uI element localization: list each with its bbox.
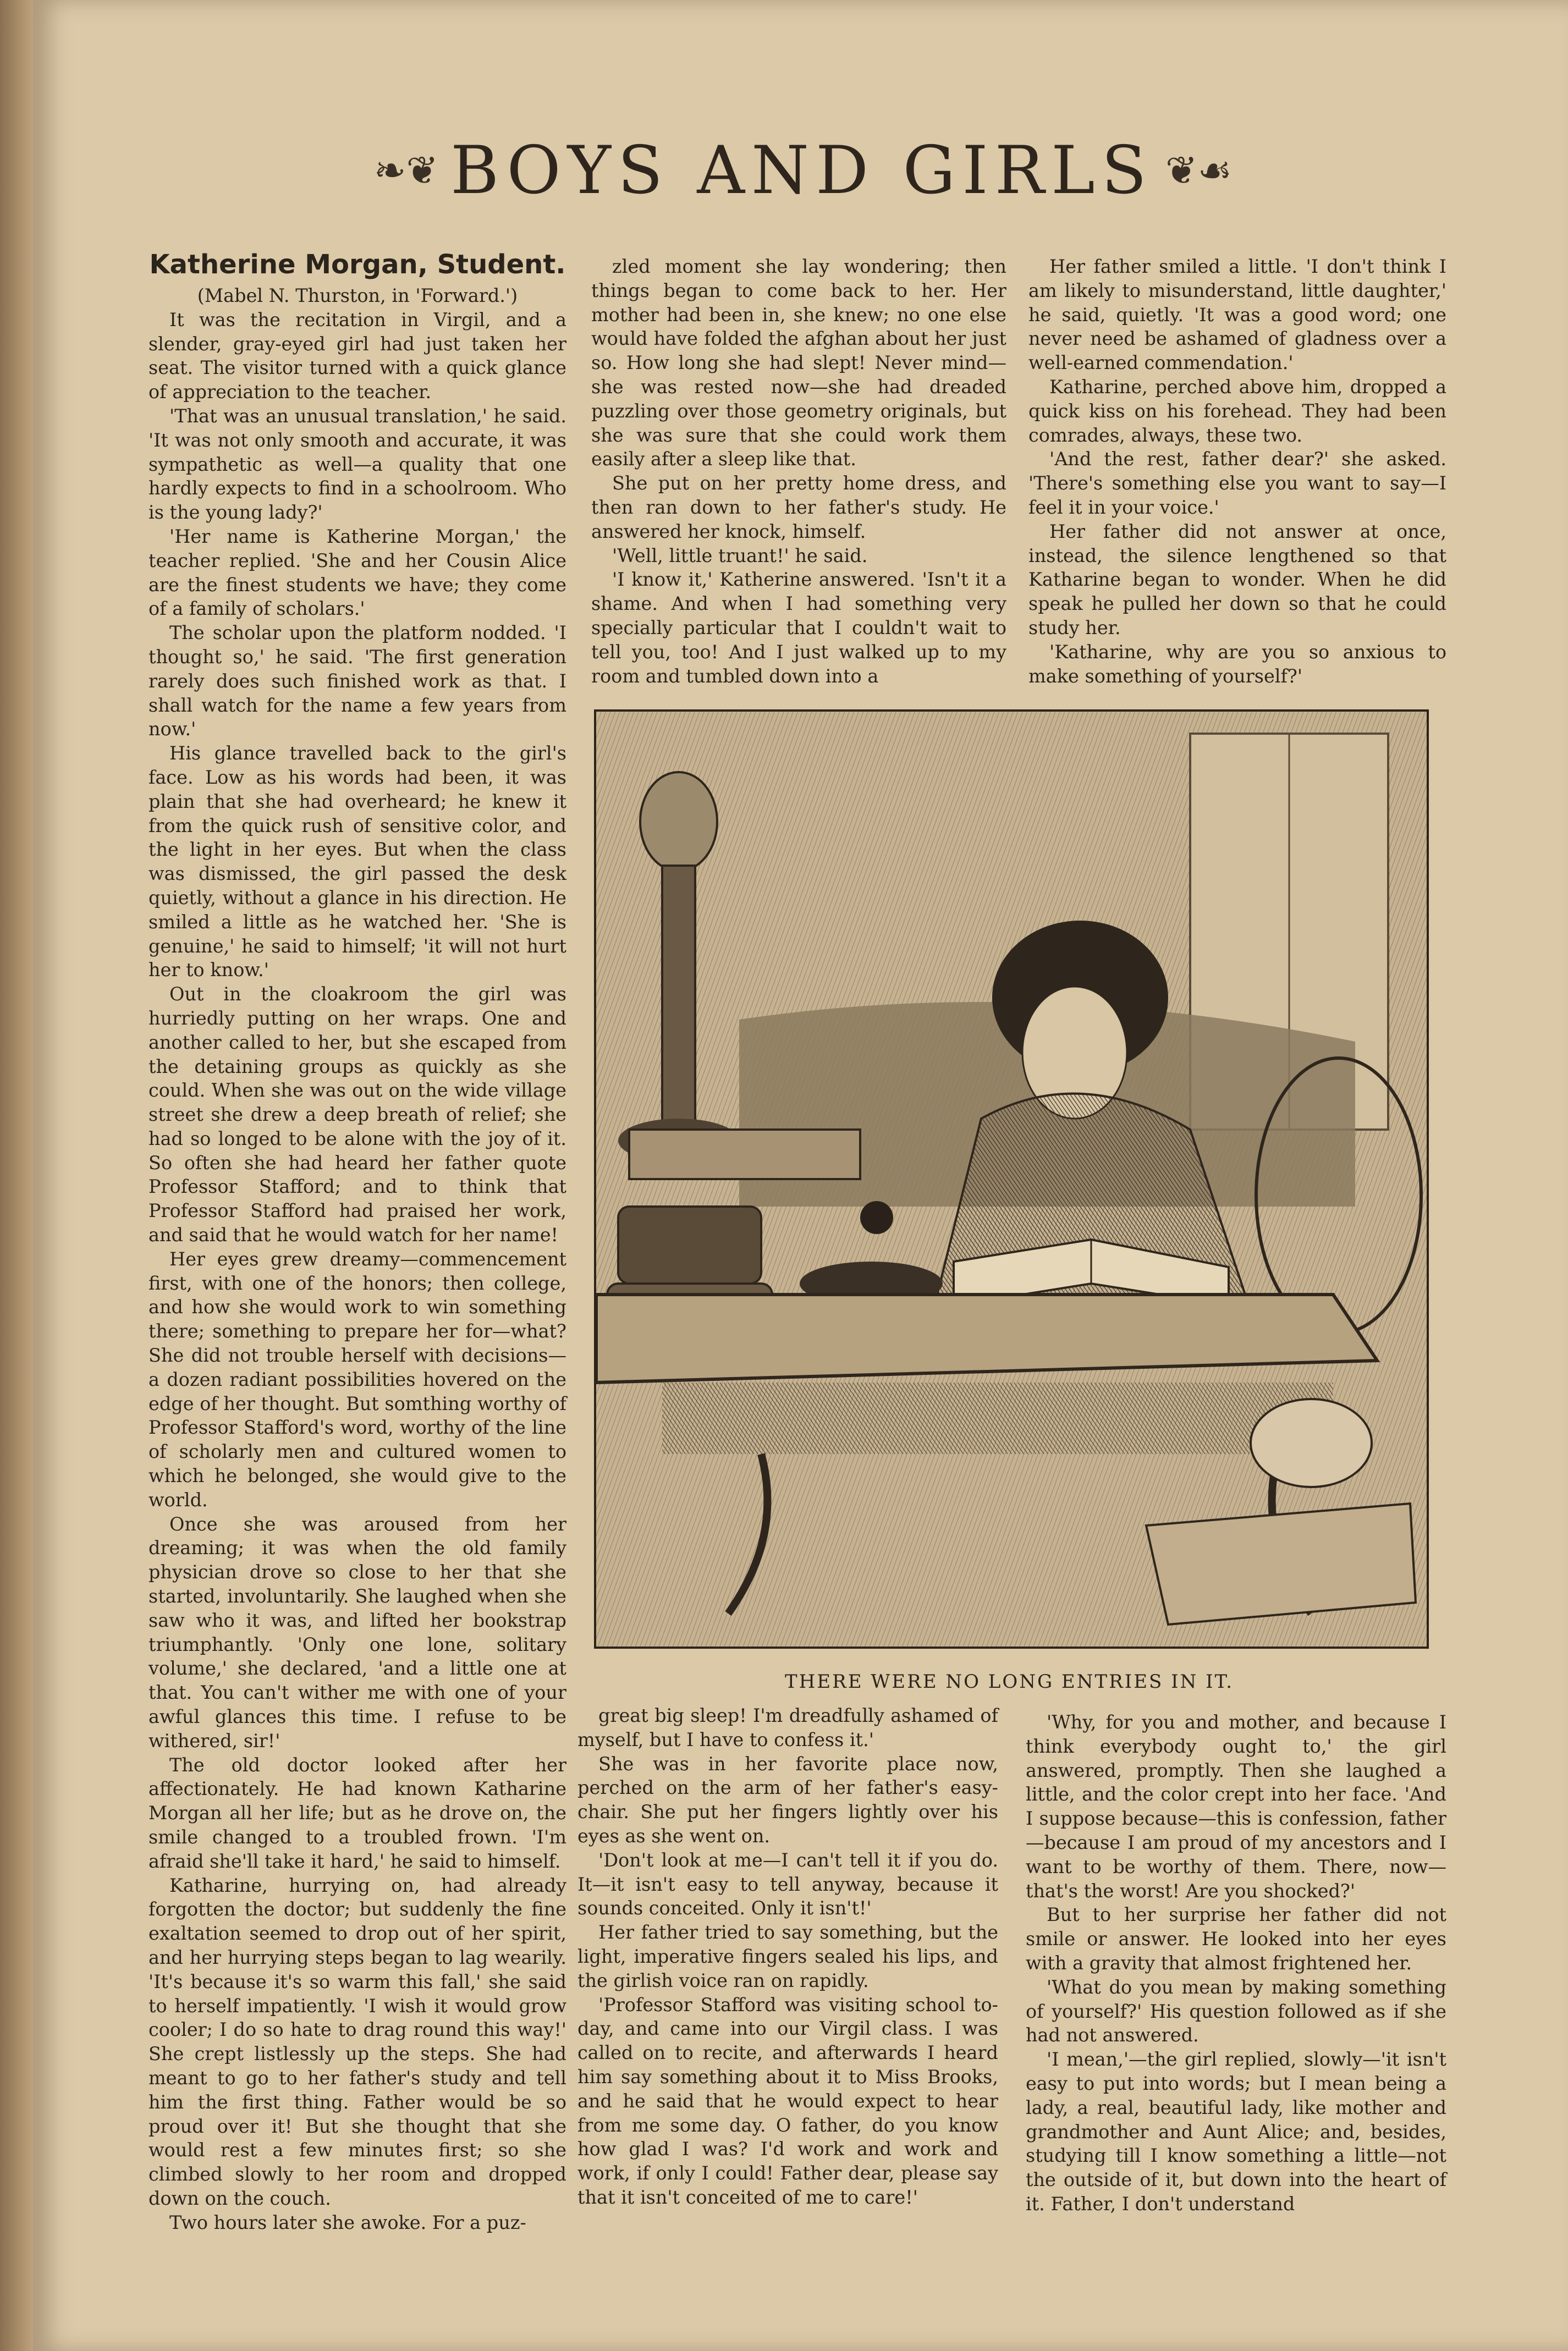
paragraph: The scholar upon the platform nodded. 'I thought so,' he said. 'The first generation rarely does such finished work as that. I shall watch for the name a few years from now.': [148, 622, 566, 740]
article-headline: Katherine Morgan, Student.: [149, 249, 566, 280]
paragraph: 'Professor Stafford was visiting school to-day, and came into our Virgil class. I was called on to recite, and afterwards I heard him say something about it to Miss Brooks, and he said that he would expect to hear from me some day. O father, do you know how glad I was? I'd work and work and work, if only I could! Father dear, please say that it isn't conceited of me to care!': [577, 1994, 998, 2208]
column-3-lower-body: [1026, 1710, 1446, 2216]
paragraph: It was the recitation in Virgil, and a slender, gray-eyed girl had just taken her seat. The visitor turned with a quick glance of appreciation to the teacher.: [148, 309, 566, 403]
paragraph: Out in the cloakroom the girl was hurriedly putting on her wraps. One and another called to her, but she escaped from the detaining groups as quickly as she could. When she was out on the wide village street she drew a deep breath of relief; she had so longed to be alone with the joy of it. So often she had heard her father quote Professor Stafford; and to think that Professor Stafford had praised her work, and said that he would watch for her name!: [148, 983, 566, 1246]
girl-studying-illustration: [596, 712, 1427, 1647]
paragraph: 'Why, for you and mother, and because I think everybody ought to,' the girl answered, promptly. Then she laughed a little, and the color crept into her face. 'And I suppose because—this is confession, father—because I am proud of my ancestors and I want to be worthy of them. There, now—that's the worst! Are you shocked?': [1026, 1711, 1446, 1902]
column-3-lower: [1026, 1710, 1446, 2216]
illustration-caption: THERE WERE NO LONG ENTRIES IN IT.: [784, 1671, 1234, 1693]
paragraph: His glance travelled back to the girl's face. Low as his words had been, it was plain that she had overheard; he knew it from the quick rush of sensitive color, and the light in her eyes. But when the class was dismissed, the girl passed the desk quietly, without a glance in his direction. He smiled a little as he watched her. 'She is genuine,' he said to himself; 'it will not hurt her to know.': [148, 742, 566, 981]
column-2-lower-body: [577, 1704, 998, 2210]
paragraph: 'What do you mean by making something of yourself?' His question followed as if she had not answered.: [1026, 1976, 1446, 2046]
left-ornament-icon: ❧❦: [373, 148, 438, 193]
column-3-body: [1028, 255, 1446, 688]
column-1: [148, 247, 566, 2235]
illustration: [594, 709, 1429, 1649]
paragraph: Once she was aroused from her dreaming; it was when the old family physician drove so close to her that she started, involuntarily. She laughed when she saw who it was, and lifted her bookstrap triumphantly. 'Only one lone, solitary volume,' she declared, 'and a little one at that. You can't wither me with one of your awful glances this time. I refuse to be withered, sir!': [148, 1513, 566, 1752]
paragraph: 'That was an unusual translation,' he said. 'It was not only smooth and accurate, it was sympathetic as well—a quality that one hardly expects to find in a schoolroom. Who is the young lady?': [148, 405, 566, 524]
paragraph: 'Katharine, why are you so anxious to make something of yourself?': [1028, 641, 1446, 687]
paragraph: 'I mean,'—the girl replied, slowly—'it isn't easy to put into words; but I mean being a lady, a real, beautiful lady, like mother and grandmother and Aunt Alice; and, besides, studying till I know something a little—not the outside of it, but down into the heart of it. Father, I don't understand: [1026, 2049, 1446, 2215]
page-spine: [0, 0, 33, 2351]
paragraph: Her father smiled a little. 'I don't think I am likely to misunderstand, little daughter,' he said, quietly. 'It was a good word; one never need be ashamed of gladness over a well-earned commendation.': [1028, 256, 1446, 374]
paragraph: Katharine, hurrying on, had already forgotten the doctor; but suddenly the fine exaltation seemed to drop out of her spirit, and her hurrying steps began to lag wearily. 'It's because it's so warm this fall,' she said to herself impatiently. 'I wish it would grow cooler; I do so hate to drag round this way!' She crept listlessly up the steps. She had meant to go to her father's study and tell him the first thing. Father would be so proud over it! But she thought that she would rest a few minutes first; so she climbed slowly to her room and dropped down on the couch.: [148, 1874, 566, 2209]
article-byline: (Mabel N. Thurston, in 'Forward.'): [197, 285, 518, 306]
paragraph: The old doctor looked after her affectionately. He had known Katharine Morgan all her life; but as he drove on, the smile changed to a troubled frown. 'I'm afraid she'll take it hard,' he said to himself.: [148, 1754, 566, 1872]
paragraph: Her father tried to say something, but the light, imperative fingers sealed his lips, and the girlish voice ran on rapidly.: [577, 1921, 998, 1991]
column-2-body: [591, 255, 1006, 688]
paragraph: zled moment she lay wondering; then things began to come back to her. Her mother had been in, she knew; no one else would have folded the afghan about her just so. How long she had slept! Never mind—she was rested now—she had dreaded puzzling over those geometry originals, but she was sure that she could work them easily after a sleep like that.: [591, 256, 1006, 470]
column-1-body: [148, 308, 566, 2235]
paragraph: Her eyes grew dreamy—commencement first, with one of the honors; then college, and how she would work to win something there; something to prepare her for—what? She did not trouble herself with decisions—a dozen radiant possibilities hovered on the edge of her thought. But somthing worthy of Professor Stafford's word, worthy of the line of scholarly men and cultured women to which he belonged, she would give to the world.: [148, 1248, 566, 1511]
paragraph: great big sleep! I'm dreadfully ashamed of myself, but I have to confess it.': [577, 1705, 998, 1750]
column-2: [591, 255, 1006, 688]
right-ornament-icon: ❦☙: [1165, 148, 1233, 193]
page-title: BOYS AND GIRLS: [450, 132, 1153, 209]
paragraph: She put on her pretty home dress, and then ran down to her father's study. He answered her knock, himself.: [591, 472, 1006, 542]
paragraph: 'Well, little truant!' he said.: [612, 544, 868, 566]
paragraph: Katharine, perched above him, dropped a quick kiss on his forehead. They had been comrades, always, these two.: [1028, 376, 1446, 446]
paragraph: Her father did not answer at once, instead, the silence lengthened so that Katharine began to wonder. When he did speak he pulled her down so that he could study her.: [1028, 520, 1446, 638]
paragraph: 'I know it,' Katherine answered. 'Isn't it a shame. And when I had something very specially particular that I couldn't wait to tell you, too! And I just walked up to my room and tumbled down into a: [591, 569, 1006, 687]
paragraph: 'And the rest, father dear?' she asked. 'There's something else you want to say—I feel it in your voice.': [1028, 448, 1446, 518]
paragraph: She was in her favorite place now, perched on the arm of her father's easy-chair. She put her fingers lightly over his eyes as she went on.: [577, 1753, 998, 1847]
paragraph: 'Don't look at me—I can't tell it if you do. It—it isn't easy to tell anyway, because it sounds conceited. Only it isn't!': [577, 1849, 998, 1919]
paragraph: Two hours later she awoke. For a puz-: [169, 2211, 526, 2233]
paragraph: 'Her name is Katherine Morgan,' the teacher replied. 'She and her Cousin Alice are the finest students we have; they come of a family of scholars.': [148, 525, 566, 620]
column-3: [1028, 255, 1446, 688]
masthead: [330, 132, 1276, 209]
column-2-lower: [577, 1704, 998, 2210]
paragraph: But to her surprise her father did not smile or answer. He looked into her eyes with a gravity that almost frightened her.: [1026, 1904, 1446, 1974]
